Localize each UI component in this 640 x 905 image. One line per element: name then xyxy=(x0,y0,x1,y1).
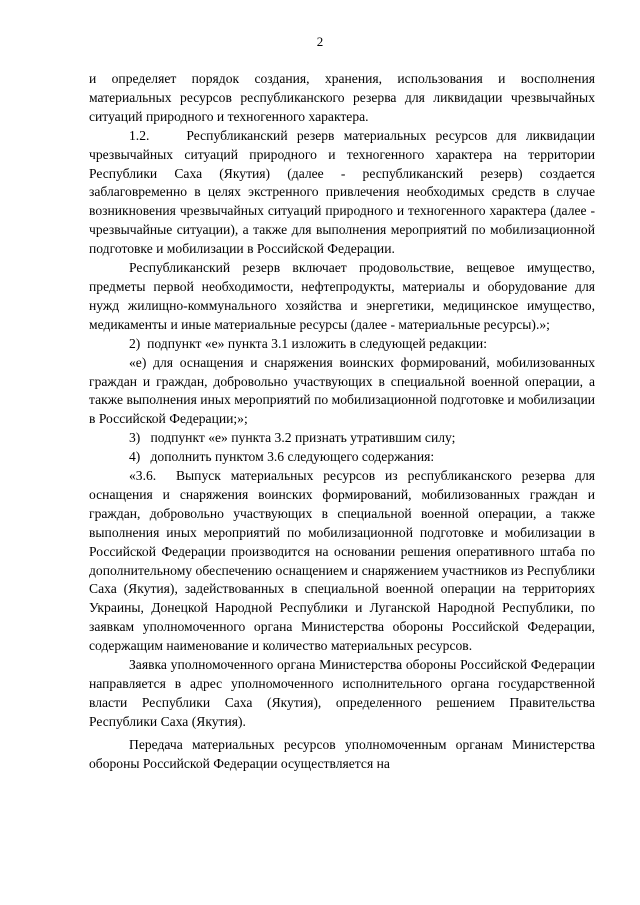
paragraph-application: Заявка уполномоченного органа Министерства обороны Российской Федерации направляется в адрес уполномоченного исполнительного органа государственной власти Республики Саха (Якутия), определенного решением Правительства Республики Саха (Якутия). xyxy=(89,657,595,729)
page-number: 2 xyxy=(316,34,324,49)
paragraph-item-2: 2) подпункт «е» пункта 3.1 изложить в следующей редакции: xyxy=(129,335,487,351)
paragraph-item-3: 3) подпункт «е» пункта 3.2 признать утратившим силу; xyxy=(129,430,456,446)
paragraph-continuation: и определяет порядок создания, хранения, использования и восполнения материальных ресурсов республиканского резерва для ликвидации чрезвычайных ситуаций природного и техногенного характера. xyxy=(89,71,595,124)
document-body xyxy=(89,70,595,774)
paragraph-subclause-e: «е) для оснащения и снаряжения воинских формирований, мобилизованных граждан и граждан, добровольно участвующих в специальной военной операции, а также выполнения иных мероприятий по мобилизационной подготовке и мобилизации в Российской Федерации;»; xyxy=(89,354,595,427)
paragraph-reserve-contents: Республиканский резерв включает продовольствие, вещевое имущество, предметы первой необходимости, нефтепродукты, материалы и оборудование для нужд жилищно-коммунального хозяйства и энергетики, медицинское имущество, медикаменты и иные материальные ресурсы (далее - материальные ресурсы).»; xyxy=(89,260,595,332)
paragraph-clause-1-2: 1.2. Республиканский резерв материальных ресурсов для ликвидации чрезвычайных ситуаций природного и техногенного характера на территории Республики Саха (Якутия) (далее - республиканский резерв) создается заблаговременно в целях экстренного привлечения необходимых средств в случае возникновения чрезвычайных ситуаций природного и техногенного характера (далее - чрезвычайные ситуации), а также для выполнения мероприятий по мобилизационной подготовке и мобилизации в Российской Федерации. xyxy=(89,127,595,257)
paragraph-transfer: Передача материальных ресурсов уполномоченным органам Министерства обороны Российской Федерации осуществляется на xyxy=(89,736,595,771)
paragraph-clause-3-6: «3.6. Выпуск материальных ресурсов из республиканского резерва для оснащения и снаряжения воинских формирований, мобилизованных граждан и граждан, добровольно участвующих в специальной военной операции, а также выполнения иных мероприятий по мобилизационной подготовке и мобилизации в Российской Федерации производится на основании решения оперативного штаба по дополнительному обеспечению оснащением и снаряжением участников из Республики Саха (Якутия), задействованных в специальной военной операции на территориях Украины, Донецкой Народной Республики и Луганской Народной Республики, по заявкам уполномоченного органа Министерства обороны Российской Федерации, содержащим наименование и количество материальных ресурсов. xyxy=(89,468,595,654)
paragraph-item-4: 4) дополнить пунктом 3.6 следующего содержания: xyxy=(129,449,435,465)
